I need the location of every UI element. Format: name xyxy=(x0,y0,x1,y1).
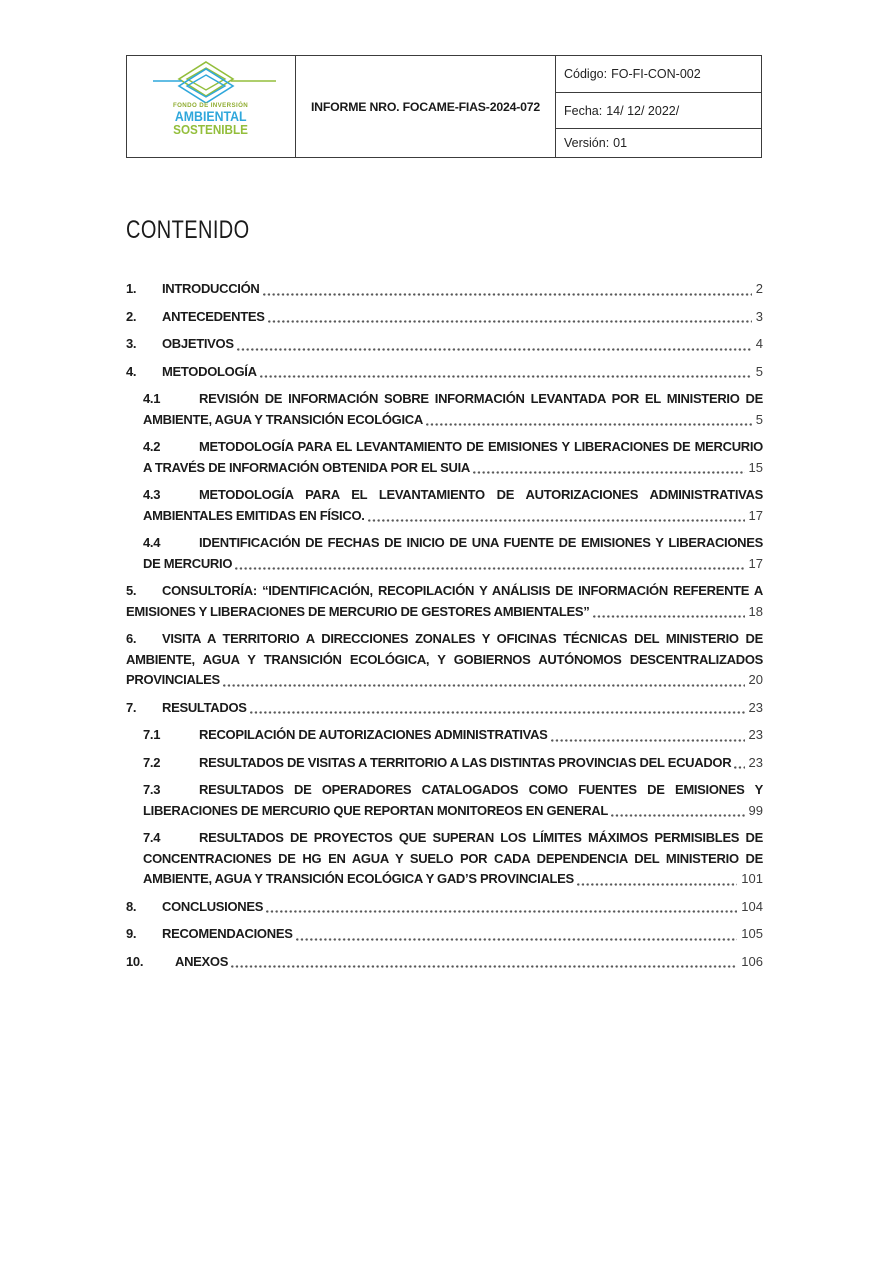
toc-dot-leader xyxy=(426,423,752,426)
toc-dot-leader xyxy=(577,883,737,886)
toc-page-number: 18 xyxy=(748,603,763,619)
toc-entry xyxy=(143,753,763,774)
toc-page-number: 17 xyxy=(748,507,763,523)
toc-entry-number: 3. xyxy=(126,336,137,351)
toc-entry-title: REVISIÓN DE INFORMACIÓN SOBRE INFORMACIÓN LEVANTADA POR EL MINISTERIO DE AMBIENTE, AGUA Y TRANSICIÓN ECOLÓGICA xyxy=(143,391,763,427)
toc-entry xyxy=(126,334,763,355)
meta-codigo-value: FO-FI-CON-002 xyxy=(611,67,701,81)
logo-text-ambiental: AMBIENTAL xyxy=(175,108,247,124)
toc-entry-number: 7.4 xyxy=(143,830,161,845)
toc-entry-number: 7.1 xyxy=(143,727,161,742)
toc-page-number: 5 xyxy=(755,363,763,379)
toc-entry-title: METODOLOGÍA PARA EL LEVANTAMIENTO DE EMISIONES Y LIBERACIONES DE MERCURIO A TRAVÉS DE INFORMACIÓN OBTENIDA POR EL SUIA xyxy=(143,439,763,475)
toc-page-number: 99 xyxy=(748,802,763,818)
toc-entry-title: CONSULTORÍA: “IDENTIFICACIÓN, RECOPILACIÓN Y ANÁLISIS DE INFORMACIÓN REFERENTE A EMISIONES Y LIBERACIONES DE MERCURIO DE GESTORES AMBIENTALES” xyxy=(126,583,763,619)
toc-entry xyxy=(143,485,763,526)
toc-entry-number: 7. xyxy=(126,699,137,715)
toc-entry-title: RESULTADOS DE PROYECTOS QUE SUPERAN LOS LÍMITES MÁXIMOS PERMISIBLES DE CONCENTRACIONES DE HG EN AGUA Y SUELO POR CADA DEPENDENCIA DEL MINISTERIO DE AMBIENTE, AGUA Y TRANSICIÓN ECOLÓGICA Y GAD’S PROVINCIALES xyxy=(143,830,763,886)
toc-entry-number: 2. xyxy=(126,308,137,324)
toc-entry-title: CONCLUSIONES xyxy=(162,898,264,914)
report-title: INFORME NRO. FOCAME-FIAS-2024-072 xyxy=(295,56,555,157)
toc-dot-leader xyxy=(263,293,752,296)
toc-entry-number: 4.1 xyxy=(143,391,161,406)
toc-page-number: 23 xyxy=(748,727,763,742)
page-title: CONTENIDO xyxy=(126,216,250,244)
toc-dot-leader xyxy=(734,766,744,769)
toc-entry-number: 7.2 xyxy=(143,754,161,770)
toc-page-number: 15 xyxy=(748,459,763,475)
toc-page-number: 2 xyxy=(755,281,763,296)
toc-entry xyxy=(143,828,763,890)
toc-dot-leader xyxy=(296,938,738,941)
toc-page-number: 3 xyxy=(755,308,763,324)
toc-entry-number: 4.4 xyxy=(143,535,161,550)
fias-diamond-logo-icon xyxy=(144,59,278,103)
toc-entry-title: ANTECEDENTES xyxy=(162,308,265,324)
toc-entry xyxy=(126,629,763,691)
toc-page-number: 106 xyxy=(741,953,763,969)
toc-entry-number: 5. xyxy=(126,583,137,598)
toc-entry-title: IDENTIFICACIÓN DE FECHAS DE INICIO DE UNA FUENTE DE EMISIONES Y LIBERACIONES DE MERCURIO xyxy=(143,535,763,571)
meta-version-label: Versión: xyxy=(564,136,610,150)
toc-page-number: 101 xyxy=(741,871,763,886)
toc-dot-leader xyxy=(593,615,745,618)
logo-text-sostenible: SOSTENIBLE xyxy=(173,122,249,137)
toc-dot-leader xyxy=(611,814,745,817)
toc-page-number: 104 xyxy=(741,898,763,914)
toc-dot-leader xyxy=(368,519,745,522)
toc-page-number: 23 xyxy=(748,754,763,770)
toc-dot-leader xyxy=(235,567,744,570)
toc-entry-number: 4. xyxy=(126,363,137,379)
toc-dot-leader xyxy=(237,348,752,351)
toc-entry xyxy=(126,581,763,622)
toc-entry-number: 10. xyxy=(126,953,144,969)
toc-dot-leader xyxy=(473,471,745,474)
fias-logo xyxy=(127,56,295,157)
toc-list xyxy=(126,279,763,979)
toc-page-number: 5 xyxy=(755,411,763,427)
toc-entry-number: 7.3 xyxy=(143,782,161,797)
toc-entry xyxy=(126,924,763,945)
toc-entry-title: ANEXOS xyxy=(175,953,229,969)
toc-entry xyxy=(143,437,763,478)
toc-entry xyxy=(126,362,763,383)
toc-dot-leader xyxy=(223,684,745,687)
toc-page-number: 17 xyxy=(748,555,763,571)
meta-version-value: 01 xyxy=(613,136,628,150)
toc-entry-number: 4.2 xyxy=(143,439,161,454)
toc-dot-leader xyxy=(551,739,745,742)
toc-entry-title: VISITA A TERRITORIO A DIRECCIONES ZONALES Y OFICINAS TÉCNICAS DEL MINISTERIO DE AMBIENTE, AGUA Y TRANSICIÓN ECOLÓGICA, Y GOBIERNOS AUTÓNOMOS DESCENTRALIZADOS PROVINCIALES xyxy=(126,631,763,687)
toc-dot-leader xyxy=(260,375,752,378)
toc-entry-title: RESULTADOS DE VISITAS A TERRITORIO A LAS DISTINTAS PROVINCIAS DEL ECUADOR xyxy=(199,754,732,770)
toc-entry xyxy=(143,533,763,574)
logo-text-fondo: FONDO DE INVERSIÓN xyxy=(173,102,249,109)
toc-entry-title: RECOMENDACIONES xyxy=(162,926,293,941)
meta-version xyxy=(555,129,761,157)
toc-entry-number: 8. xyxy=(126,898,137,914)
toc-entry xyxy=(143,725,763,746)
toc-entry-number: 9. xyxy=(126,926,137,941)
toc-entry xyxy=(143,389,763,430)
toc-dot-leader xyxy=(266,910,737,913)
toc-entry-title: METODOLOGÍA PARA EL LEVANTAMIENTO DE AUTORIZACIONES ADMINISTRATIVAS AMBIENTALES EMITIDAS EN FÍSICO. xyxy=(143,487,763,523)
toc-entry-number: 4.3 xyxy=(143,487,161,502)
toc-entry-number: 1. xyxy=(126,281,137,296)
header-table xyxy=(126,55,762,158)
meta-codigo-label: Código: xyxy=(564,67,608,81)
toc-page-number: 23 xyxy=(748,699,763,715)
meta-fecha-label: Fecha: xyxy=(564,103,603,118)
meta-fecha xyxy=(555,93,761,129)
meta-codigo xyxy=(555,56,761,93)
toc-dot-leader xyxy=(268,320,752,323)
toc-entry xyxy=(126,279,763,300)
toc-entry-title: RECOPILACIÓN DE AUTORIZACIONES ADMINISTRATIVAS xyxy=(199,727,548,742)
toc-entry-title: INTRODUCCIÓN xyxy=(162,281,260,296)
toc-page-number: 20 xyxy=(748,672,763,687)
toc-entry-title: RESULTADOS xyxy=(162,699,247,715)
toc-entry-number: 6. xyxy=(126,631,137,646)
toc-entry xyxy=(126,698,763,719)
toc-entry-title: RESULTADOS DE OPERADORES CATALOGADOS COMO FUENTES DE EMISIONES Y LIBERACIONES DE MERCURIO QUE REPORTAN MONITOREOS EN GENERAL xyxy=(143,782,763,818)
toc-entry xyxy=(126,952,763,973)
toc-dot-leader xyxy=(231,965,737,968)
toc-entry-title: OBJETIVOS xyxy=(162,336,234,351)
meta-fecha-value: 14/ 12/ 2022/ xyxy=(606,103,680,118)
toc-entry xyxy=(126,897,763,918)
toc-entry xyxy=(143,780,763,821)
toc-entry xyxy=(126,307,763,328)
toc-entry-title: METODOLOGÍA xyxy=(162,363,257,379)
toc-page-number: 105 xyxy=(741,926,763,941)
toc-page-number: 4 xyxy=(755,336,763,351)
toc-dot-leader xyxy=(250,711,745,714)
